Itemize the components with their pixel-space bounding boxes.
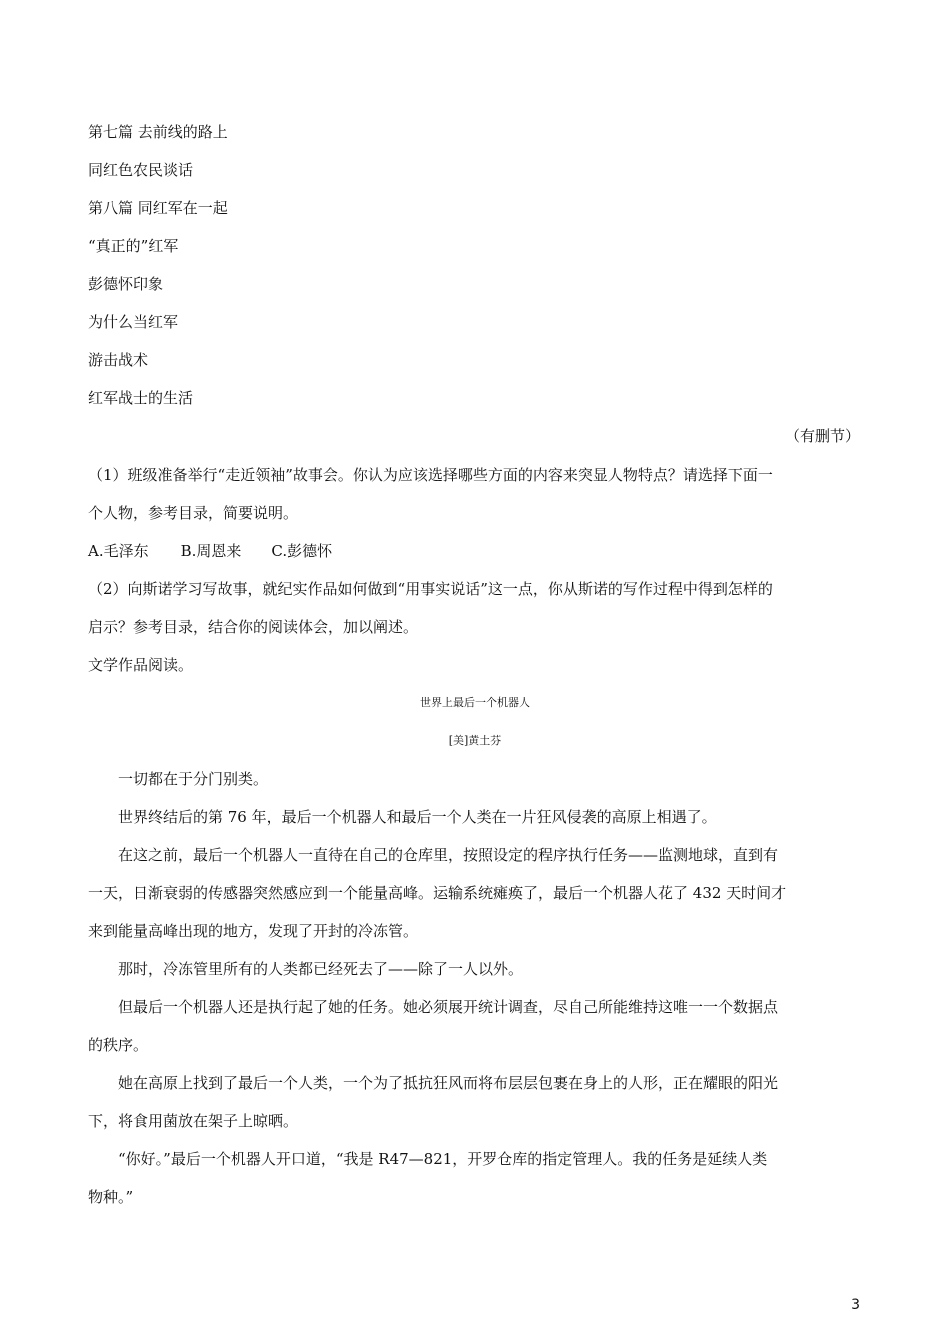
toc-item: 第八篇 同红军在一起 [88,199,228,217]
story-author: [美]黄土芬 [448,734,502,747]
toc-item: “真正的”红军 [88,237,179,255]
toc-item: 同红色农民谈话 [88,161,194,179]
option-a: A.毛泽东 [88,542,149,560]
question-2-line-2: 启示？参考目录，结合你的阅读体会，加以阐述。 [88,618,419,636]
story-line: 她在高原上找到了最后一个人类，一个为了抵抗狂风而将布层层包裹在身上的人形，正在耀眼的阳光 [118,1074,779,1092]
toc-item: 游击战术 [88,351,149,369]
section-label: 文学作品阅读。 [88,656,194,674]
toc-item: 彭德怀印象 [88,275,164,293]
option-b: B.周恩来 [180,542,242,560]
toc-item: 为什么当红军 [88,313,179,331]
question-1-options [88,541,332,561]
question-1-line-1: （1）班级准备举行“走近领袖”故事会。你认为应该选择哪些方面的内容来突显人物特点？请选择下面一 [88,466,773,484]
question-2-line-1: （2）向斯诺学习写故事，就纪实作品如何做到“用事实说话”这一点，你从斯诺的写作过程中得到怎样的 [88,580,773,598]
story-title: 世界上最后一个机器人 [420,696,530,709]
page-number: 3 [851,1297,860,1313]
story-line: 物种。” [88,1188,134,1206]
story-line: “你好。”最后一个机器人开口道，“我是 R47—821，开罗仓库的指定管理人。我的任务是延续人类 [118,1150,768,1168]
story-line: 一切都在于分门别类。 [118,770,269,788]
toc-item: 第七篇 去前线的路上 [88,123,228,141]
story-line: 但最后一个机器人还是执行起了她的任务。她必须展开统计调查，尽自己所能维持这唯一一个数据点 [118,998,779,1016]
story-line: 在这之前，最后一个机器人一直待在自己的仓库里，按照设定的程序执行任务——监测地球，直到有 [118,846,779,864]
story-line: 的秩序。 [88,1036,149,1054]
option-c: C.彭德怀 [271,542,333,560]
story-line: 来到能量高峰出现的地方，发现了开封的冷冻管。 [88,922,419,940]
story-line: 一天，日渐衰弱的传感器突然感应到一个能量高峰。运输系统瘫痪了，最后一个机器人花了 432 天时间才 [88,884,787,902]
toc-item: 红军战士的生活 [88,389,194,407]
story-line: 世界终结后的第 76 年，最后一个机器人和最后一个人类在一片狂风侵袭的高原上相遇了。 [118,808,717,826]
story-line: 下，将食用菌放在架子上晾晒。 [88,1112,299,1130]
question-1-line-2: 个人物，参考目录，简要说明。 [88,504,299,522]
story-line: 那时，冷冻管里所有的人类都已经死去了——除了一人以外。 [118,960,524,978]
abridged-note: （有删节） [784,427,860,445]
